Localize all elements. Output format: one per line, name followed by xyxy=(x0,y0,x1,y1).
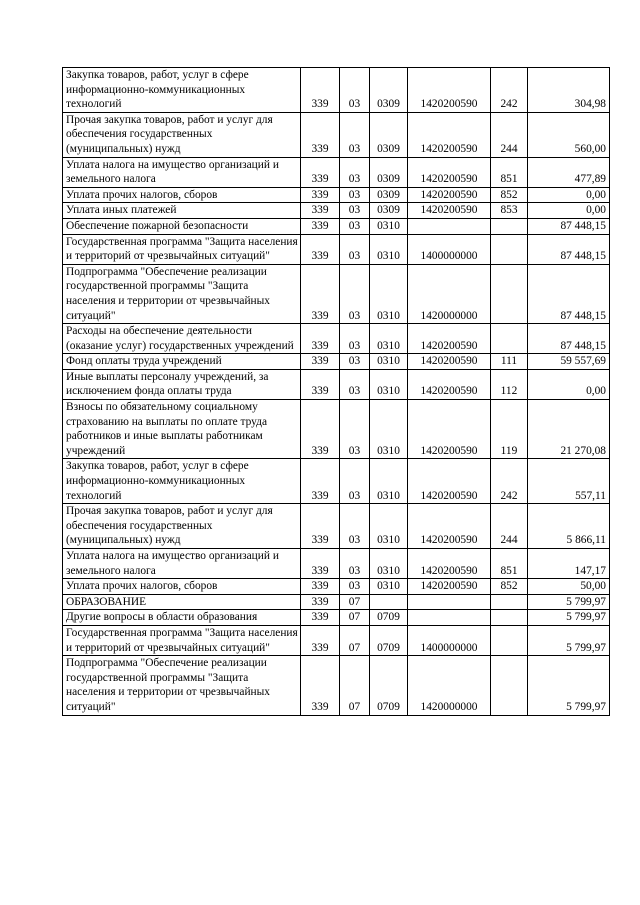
table-row xyxy=(63,68,610,113)
expense-name-cell: Уплата прочих налогов, сборов xyxy=(63,579,301,595)
amount-cell: 0,00 xyxy=(528,369,610,399)
target-article-cell xyxy=(408,218,491,234)
expense-name-cell: Уплата налога на имущество организаций и земельного налога xyxy=(63,549,301,579)
subsection-code-cell: 0310 xyxy=(370,504,408,549)
section-code-cell: 07 xyxy=(340,656,370,715)
grbs-code-cell: 339 xyxy=(301,234,340,264)
expense-type-cell: 852 xyxy=(491,579,528,595)
subsection-code-cell: 0310 xyxy=(370,549,408,579)
subsection-code-cell: 0309 xyxy=(370,157,408,187)
grbs-code-cell: 339 xyxy=(301,459,340,504)
expense-name-cell: Уплата иных платежей xyxy=(63,203,301,219)
grbs-code-cell: 339 xyxy=(301,218,340,234)
table-row xyxy=(63,324,610,354)
grbs-code-cell: 339 xyxy=(301,400,340,459)
subsection-code-cell: 0309 xyxy=(370,68,408,113)
section-code-cell: 03 xyxy=(340,549,370,579)
amount-cell: 59 557,69 xyxy=(528,354,610,370)
amount-cell: 21 270,08 xyxy=(528,400,610,459)
table-row xyxy=(63,400,610,459)
section-code-cell: 03 xyxy=(340,504,370,549)
subsection-code-cell: 0310 xyxy=(370,579,408,595)
table-row xyxy=(63,625,610,655)
subsection-code-cell: 0709 xyxy=(370,625,408,655)
expense-name-cell: Взносы по обязательному социальному страхованию на выплаты по оплате труда работников и иные выплаты работникам учреждений xyxy=(63,400,301,459)
expense-name-cell: Закупка товаров, работ, услуг в сфере информационно-коммуникационных технологий xyxy=(63,459,301,504)
grbs-code-cell: 339 xyxy=(301,594,340,610)
expense-type-cell: 119 xyxy=(491,400,528,459)
expense-type-cell xyxy=(491,625,528,655)
section-code-cell: 03 xyxy=(340,234,370,264)
table-row xyxy=(63,264,610,323)
subsection-code-cell: 0709 xyxy=(370,656,408,715)
section-code-cell: 03 xyxy=(340,203,370,219)
expense-name-cell: Прочая закупка товаров, работ и услуг для обеспечения государственных (муниципальных) нужд xyxy=(63,112,301,157)
budget-table xyxy=(62,67,610,716)
subsection-code-cell: 0309 xyxy=(370,112,408,157)
table-row xyxy=(63,656,610,715)
table-row xyxy=(63,369,610,399)
table-row xyxy=(63,187,610,203)
table-row xyxy=(63,504,610,549)
subsection-code-cell: 0310 xyxy=(370,369,408,399)
section-code-cell: 03 xyxy=(340,459,370,504)
expense-name-cell: Закупка товаров, работ, услуг в сфере информационно-коммуникационных технологий xyxy=(63,68,301,113)
amount-cell: 5 799,97 xyxy=(528,594,610,610)
target-article-cell: 1400000000 xyxy=(408,625,491,655)
expense-type-cell xyxy=(491,234,528,264)
table-body xyxy=(63,68,610,716)
target-article-cell: 1400000000 xyxy=(408,234,491,264)
amount-cell: 87 448,15 xyxy=(528,218,610,234)
amount-cell: 557,11 xyxy=(528,459,610,504)
amount-cell: 50,00 xyxy=(528,579,610,595)
expense-name-cell: Подпрограмма "Обеспечение реализации государственной программы "Защита населения и территории от чрезвычайных ситуаций" xyxy=(63,264,301,323)
target-article-cell: 1420200590 xyxy=(408,354,491,370)
expense-name-cell: Другие вопросы в области образования xyxy=(63,610,301,626)
expense-type-cell: 853 xyxy=(491,203,528,219)
target-article-cell: 1420200590 xyxy=(408,324,491,354)
target-article-cell: 1420200590 xyxy=(408,369,491,399)
amount-cell: 5 799,97 xyxy=(528,656,610,715)
expense-type-cell xyxy=(491,264,528,323)
expense-name-cell: Уплата прочих налогов, сборов xyxy=(63,187,301,203)
expense-name-cell: Государственная программа "Защита населения и территорий от чрезвычайных ситуаций" xyxy=(63,625,301,655)
amount-cell: 87 448,15 xyxy=(528,324,610,354)
section-code-cell: 03 xyxy=(340,264,370,323)
amount-cell: 147,17 xyxy=(528,549,610,579)
target-article-cell: 1420200590 xyxy=(408,549,491,579)
subsection-code-cell: 0310 xyxy=(370,218,408,234)
expense-type-cell: 111 xyxy=(491,354,528,370)
grbs-code-cell: 339 xyxy=(301,656,340,715)
target-article-cell: 1420200590 xyxy=(408,400,491,459)
target-article-cell xyxy=(408,610,491,626)
section-code-cell: 03 xyxy=(340,579,370,595)
subsection-code-cell: 0310 xyxy=(370,324,408,354)
section-code-cell: 03 xyxy=(340,157,370,187)
subsection-code-cell: 0310 xyxy=(370,459,408,504)
table-row xyxy=(63,459,610,504)
expense-type-cell xyxy=(491,610,528,626)
table-row xyxy=(63,234,610,264)
grbs-code-cell: 339 xyxy=(301,504,340,549)
grbs-code-cell: 339 xyxy=(301,187,340,203)
expense-name-cell: Обеспечение пожарной безопасности xyxy=(63,218,301,234)
grbs-code-cell: 339 xyxy=(301,354,340,370)
target-article-cell: 1420200590 xyxy=(408,459,491,504)
grbs-code-cell: 339 xyxy=(301,549,340,579)
expense-type-cell: 852 xyxy=(491,187,528,203)
expense-type-cell xyxy=(491,594,528,610)
grbs-code-cell: 339 xyxy=(301,324,340,354)
amount-cell: 5 799,97 xyxy=(528,625,610,655)
table-row xyxy=(63,594,610,610)
subsection-code-cell: 0309 xyxy=(370,203,408,219)
grbs-code-cell: 339 xyxy=(301,264,340,323)
amount-cell: 0,00 xyxy=(528,203,610,219)
table-row xyxy=(63,203,610,219)
expense-type-cell: 242 xyxy=(491,68,528,113)
grbs-code-cell: 339 xyxy=(301,112,340,157)
amount-cell: 87 448,15 xyxy=(528,264,610,323)
grbs-code-cell: 339 xyxy=(301,579,340,595)
expense-type-cell: 244 xyxy=(491,504,528,549)
subsection-code-cell xyxy=(370,594,408,610)
expense-name-cell: Уплата налога на имущество организаций и земельного налога xyxy=(63,157,301,187)
amount-cell: 477,89 xyxy=(528,157,610,187)
target-article-cell: 1420000000 xyxy=(408,656,491,715)
amount-cell: 5 866,11 xyxy=(528,504,610,549)
table-row xyxy=(63,112,610,157)
expense-name-cell: Подпрограмма "Обеспечение реализации государственной программы "Защита населения и территории от чрезвычайных ситуаций" xyxy=(63,656,301,715)
section-code-cell: 03 xyxy=(340,68,370,113)
expense-type-cell xyxy=(491,656,528,715)
target-article-cell: 1420200590 xyxy=(408,187,491,203)
target-article-cell: 1420200590 xyxy=(408,157,491,187)
section-code-cell: 03 xyxy=(340,354,370,370)
amount-cell: 560,00 xyxy=(528,112,610,157)
expense-name-cell: Иные выплаты персоналу учреждений, за исключением фонда оплаты труда xyxy=(63,369,301,399)
section-code-cell: 03 xyxy=(340,112,370,157)
section-code-cell: 07 xyxy=(340,625,370,655)
expense-type-cell: 851 xyxy=(491,549,528,579)
table-row xyxy=(63,157,610,187)
expense-name-cell: Фонд оплаты труда учреждений xyxy=(63,354,301,370)
target-article-cell: 1420200590 xyxy=(408,504,491,549)
amount-cell: 87 448,15 xyxy=(528,234,610,264)
expense-name-cell: ОБРАЗОВАНИЕ xyxy=(63,594,301,610)
subsection-code-cell: 0309 xyxy=(370,187,408,203)
subsection-code-cell: 0310 xyxy=(370,354,408,370)
grbs-code-cell: 339 xyxy=(301,625,340,655)
subsection-code-cell: 0310 xyxy=(370,400,408,459)
subsection-code-cell: 0310 xyxy=(370,234,408,264)
section-code-cell: 03 xyxy=(340,187,370,203)
section-code-cell: 03 xyxy=(340,369,370,399)
section-code-cell: 07 xyxy=(340,610,370,626)
expense-type-cell: 851 xyxy=(491,157,528,187)
table-row xyxy=(63,354,610,370)
grbs-code-cell: 339 xyxy=(301,203,340,219)
section-code-cell: 07 xyxy=(340,594,370,610)
expense-type-cell: 112 xyxy=(491,369,528,399)
subsection-code-cell: 0310 xyxy=(370,264,408,323)
target-article-cell: 1420200590 xyxy=(408,112,491,157)
grbs-code-cell: 339 xyxy=(301,157,340,187)
grbs-code-cell: 339 xyxy=(301,610,340,626)
target-article-cell: 1420200590 xyxy=(408,579,491,595)
expense-type-cell xyxy=(491,218,528,234)
table-row xyxy=(63,579,610,595)
expense-name-cell: Прочая закупка товаров, работ и услуг для обеспечения государственных (муниципальных) нужд xyxy=(63,504,301,549)
subsection-code-cell: 0709 xyxy=(370,610,408,626)
grbs-code-cell: 339 xyxy=(301,68,340,113)
table-row xyxy=(63,610,610,626)
expense-name-cell: Расходы на обеспечение деятельности (оказание услуг) государственных учреждений xyxy=(63,324,301,354)
target-article-cell: 1420200590 xyxy=(408,68,491,113)
expense-type-cell: 242 xyxy=(491,459,528,504)
expense-type-cell: 244 xyxy=(491,112,528,157)
section-code-cell: 03 xyxy=(340,400,370,459)
target-article-cell: 1420000000 xyxy=(408,264,491,323)
target-article-cell xyxy=(408,594,491,610)
table-row xyxy=(63,218,610,234)
section-code-cell: 03 xyxy=(340,218,370,234)
expense-name-cell: Государственная программа "Защита населения и территорий от чрезвычайных ситуаций" xyxy=(63,234,301,264)
table-row xyxy=(63,549,610,579)
amount-cell: 5 799,97 xyxy=(528,610,610,626)
grbs-code-cell: 339 xyxy=(301,369,340,399)
target-article-cell: 1420200590 xyxy=(408,203,491,219)
expense-type-cell xyxy=(491,324,528,354)
section-code-cell: 03 xyxy=(340,324,370,354)
amount-cell: 0,00 xyxy=(528,187,610,203)
amount-cell: 304,98 xyxy=(528,68,610,113)
